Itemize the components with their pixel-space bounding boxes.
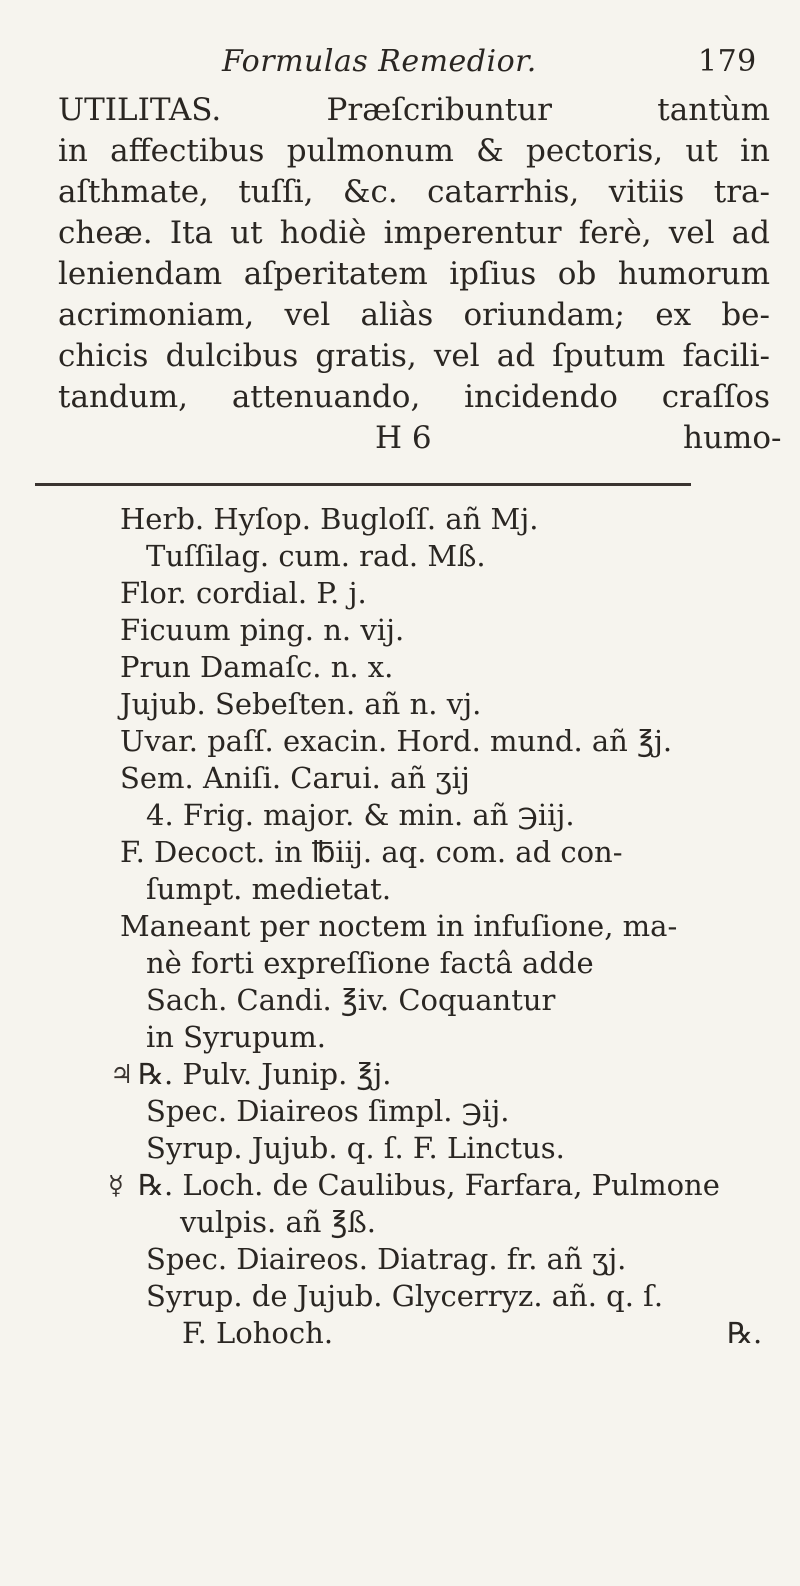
recipe-line: Flor. cordial. P. j. [120, 576, 367, 610]
signature-line [375, 418, 782, 459]
recipe-line: vulpis. añ ℥ß. [180, 1205, 377, 1239]
recipe-line: Tuſſilag. cum. rad. Mß. [146, 539, 486, 573]
utilitas-paragraph [58, 90, 770, 418]
recipe-line: Syrup. Jujub. q. ſ. F. Linctus. [146, 1131, 565, 1165]
recipe-line: ſumpt. medietat. [146, 872, 392, 906]
paragraph-line: UTILITAS. Præſcribuntur tantùm [58, 92, 770, 128]
catchword-recipe: ℞. [727, 1316, 763, 1350]
running-header [0, 44, 800, 84]
recipe-line: Syrup. de Jujub. Glycerryz. añ. q. ſ. [146, 1279, 664, 1313]
recipe-line: ℞. Pulv. Junip. ℥j. [138, 1057, 392, 1091]
recipe-line: ℞. Loch. de Caulibus, Farfara, Pulmone [138, 1168, 720, 1202]
running-title: Formulas Remedior. [222, 44, 537, 79]
recipe-line: Spec. Diaireos ſimpl. ℈ij. [146, 1094, 510, 1128]
recipe-line: Ficuum ping. n. vij. [120, 613, 405, 647]
paragraph-line: acrimoniam, vel aliàs oriundam; ex be- [58, 297, 770, 333]
recipe-line: Maneant per noctem in infuſione, ma- [120, 909, 678, 943]
paragraph-line: cheæ. Ita ut hodiè imperentur ferè, vel ad [58, 215, 770, 251]
paragraph-line: leniendam aſperitatem ipſius ob humorum [58, 256, 770, 292]
paragraph-line: tandum, attenuando, incidendo craſſos [58, 379, 770, 415]
recipe-line: in Syrupum. [146, 1020, 326, 1054]
recipe-line: Herb. Hyſop. Bugloſſ. añ Mj. [120, 502, 539, 536]
recipe-line: Uvar. paſſ. exacin. Hord. mund. añ ℥j. [120, 724, 673, 758]
recipe-line: F. Lohoch. [182, 1316, 334, 1350]
mercury-symbol: ☿ [108, 1171, 124, 1201]
paragraph-line: in affectibus pulmonum & pectoris, ut in [58, 133, 770, 169]
jupiter-symbol: ♃ [110, 1060, 134, 1090]
page-number: 179 [698, 44, 757, 79]
section-divider [35, 483, 691, 486]
signature-mark: H 6 [375, 420, 432, 456]
recipe-line: F. Decoct. in ℔iij. aq. com. ad con- [120, 835, 623, 869]
paragraph-line: aſthmate, tuſſi, &c. catarrhis, vitiis tra- [58, 174, 770, 210]
recipe-line: Prun Damaſc. n. x. [120, 650, 394, 684]
paragraph-line: chicis dulcibus gratis, vel ad ſputum facili- [58, 338, 770, 374]
recipe-line: Spec. Diaireos. Diatrag. fr. añ ʒj. [146, 1242, 627, 1276]
recipe-line: Sach. Candi. ℥iv. Coquantur [146, 983, 556, 1017]
recipe-line: nè forti expreſſione factâ adde [146, 946, 594, 980]
recipe-line: Jujub. Sebeſten. añ n. vj. [120, 687, 482, 721]
catchword: humo- [683, 420, 782, 456]
recipe-line: 4. Frig. major. & min. añ ℈iij. [146, 798, 575, 832]
recipe-line: Sem. Aniſi. Carui. añ ʒij [120, 761, 470, 795]
